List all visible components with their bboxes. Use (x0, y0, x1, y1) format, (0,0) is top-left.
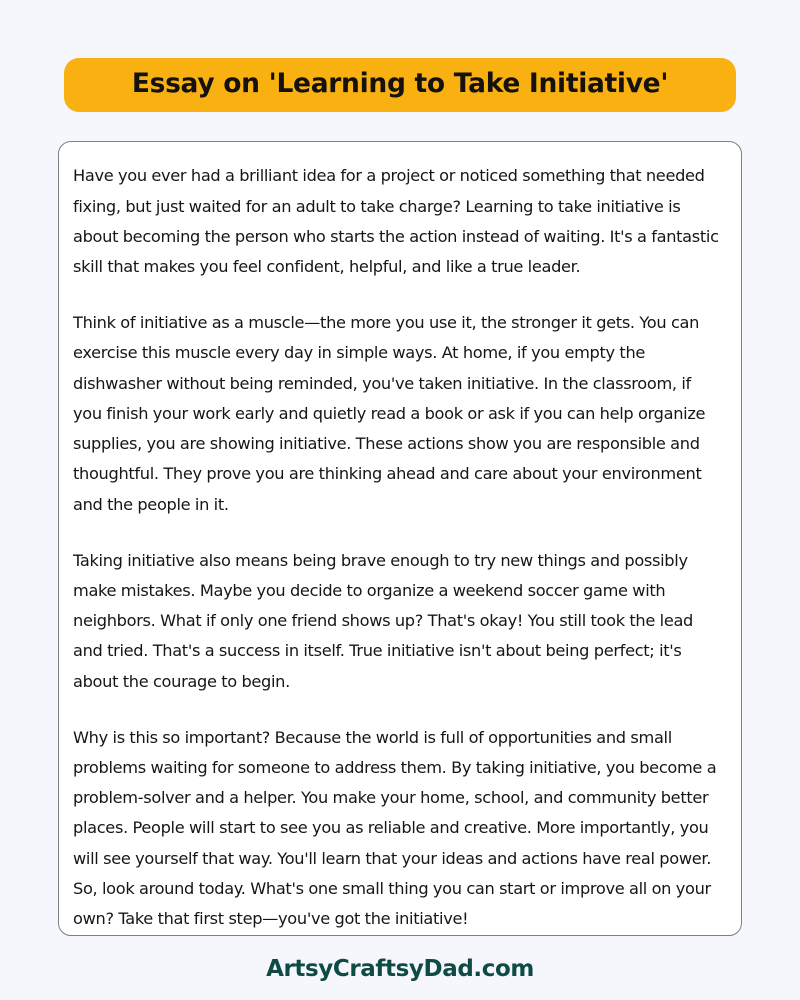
essay-paragraph-4: Why is this so important? Because the world is full of opportunities and small problems waiting for someone to address them. By taking initiative, you become a problem-solver and a helper. You make your home, school, and community better places. People will start to see you as reliable and creative. More importantly, you will see yourself that way. You'll learn that your ideas and actions have real power. So, look around today. What's one small thing you can start or improve all on your own? Take that first step—you've got the initiative! (73, 727, 717, 928)
page-footer (0, 956, 800, 982)
essay-paragraph-2: Think of initiative as a muscle—the more you use it, the stronger it gets. You can exercise this muscle every day in simple ways. At home, if you empty the dishwasher without being reminded, you've taken initiative. In the classroom, if you finish your work early and quietly read a book or ask if you can help organize supplies, you are showing initiative. These actions show you are responsible and thoughtful. They prove you are thinking ahead and care about your environment and the people in it. (73, 313, 706, 514)
essay-paragraph-3: Taking initiative also means being brave enough to try new things and possibly make mistakes. Maybe you decide to organize a weekend soccer game with neighbors. What if only one friend shows up? That's okay! You still took the lead and tried. That's a success in itself. True initiative isn't about being perfect; it's about the courage to begin. (73, 550, 694, 691)
page-title: Essay on 'Learning to Take Initiative' (131, 68, 669, 99)
site-branding: ArtsyCraftsyDad.com (266, 956, 534, 982)
essay-body (73, 161, 719, 934)
essay-content-card (58, 141, 742, 936)
essay-paragraph-1: Have you ever had a brilliant idea for a project or noticed something that needed fixing, but just waited for an adult to take charge? Learning to take initiative is about becoming the person who starts the action instead of waiting. It's a fantastic skill that makes you feel confident, helpful, and like a true leader. (73, 166, 719, 277)
essay-title-badge (64, 58, 736, 112)
